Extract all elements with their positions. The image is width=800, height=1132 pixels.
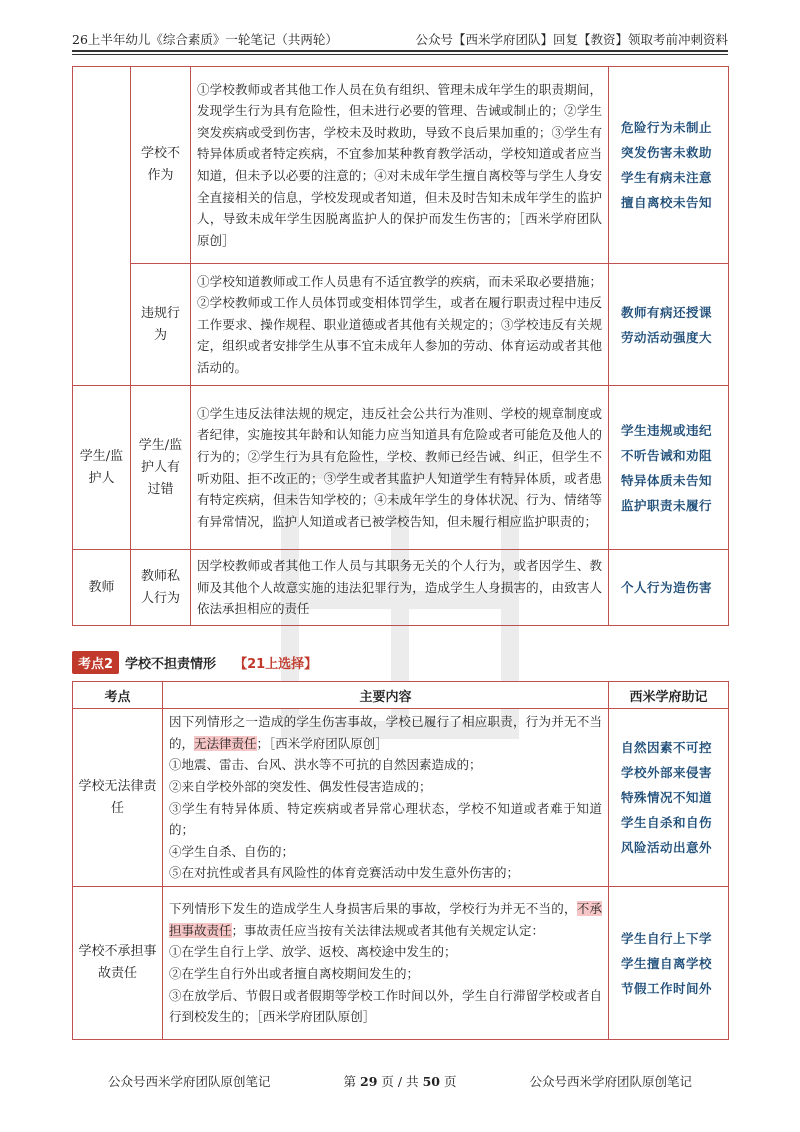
section-heading	[72, 651, 317, 673]
subcategory-cell: 违规行为	[131, 264, 191, 386]
point-cell: 学校无法律责任	[73, 709, 163, 887]
highlight-text: 无法律责任	[194, 735, 257, 751]
list-item: ③在放学后、节假日或者假期等学校工作时间以外，学生自行滞留学校或者自行到校发生的；［西米学府团队原创］	[169, 987, 602, 1025]
table-header-row	[73, 682, 729, 709]
subcategory-cell: 学生/监护人有过错	[131, 386, 191, 550]
intro-text: 因下列情形之一造成的学生伤害事故，学校已履行了相应职责，行为并无不当的，无法律责任；［西米学府团队原创］	[169, 714, 602, 751]
table-row	[73, 264, 729, 386]
memo-line: 教师有病还授课	[621, 304, 713, 320]
memo-line: 突发伤害未救助	[621, 145, 713, 160]
column-header: 西米学府助记	[609, 682, 729, 709]
section-badge: 考点2	[72, 651, 119, 674]
list-item: ②在学生自行外出或者擅自离校期间发生的；	[169, 966, 420, 981]
category-cell: 学生/监护人	[73, 386, 131, 550]
memo-line: 学生擅自离学校	[621, 955, 713, 971]
memo-line: 危险行为未制止	[621, 120, 713, 135]
responsibility-table-continued	[72, 66, 729, 626]
list-item: ①地震、雷击、台风、洪水等不可抗的自然因素造成的；	[169, 757, 482, 773]
memo-cell	[609, 550, 729, 626]
no-liability-table	[72, 681, 729, 1040]
table-row	[73, 887, 729, 1040]
list-item: ③学生有特异体质、特定疾病或者异常心理状态，学校不知道或者难于知道的；	[169, 800, 602, 838]
table-row	[73, 550, 729, 626]
memo-line: 学生自行上下学	[621, 930, 713, 946]
memo-line: 学校外部来侵害	[621, 765, 713, 780]
memo-line: 自然因素不可控	[621, 740, 713, 755]
memo-cell	[609, 264, 729, 386]
memo-line: 劳动活动强度大	[621, 329, 713, 345]
memo-cell	[609, 887, 729, 1040]
footer-left-text: 公众号西米学府团队原创笔记	[108, 1074, 271, 1089]
list-item: ④学生自杀、自伤的；	[169, 843, 295, 859]
memo-cell	[609, 67, 729, 264]
memo-line: 特殊情况不知道	[621, 790, 713, 805]
page-header	[72, 26, 728, 48]
memo-line: 不听告诫和劝阻	[621, 447, 713, 463]
column-header: 考点	[73, 682, 163, 709]
memo-cell	[609, 386, 729, 550]
list-item: ①在学生自行上学、放学、返校、离校途中发生的；	[169, 944, 457, 960]
column-header: 主要内容	[163, 682, 609, 709]
content-cell: 因学校教师或者其他工作人员与其职务无关的个人行为，或者因学生、教师及其他个人故意实施的违法犯罪行为，造成学生人身损害的，由致害人依法承担相应的责任	[191, 550, 609, 626]
content-cell: ①学校教师或者其他工作人员在负有组织、管理未成年学生的职责期间，发现学生行为具有危险性，但未进行必要的管理、告诫或制止的；②学生突发疾病或受到伤害，学校未及时救助，导致不良后果加重的；③学生有特异体质或者特定疾病，不宜参加某种教育教学活动，学校知道或者应当知道，但未予以必要的注意的；④对未成年学生擅自离校等与学生人身安全直接相关的信息，学校发现或者知道，但未及时告知未成年学生的监护人，导致未成年学生因脱离监护人的保护而发生伤害的；［西米学府团队原创］	[191, 67, 609, 264]
subcategory-cell: 学校不作为	[131, 67, 191, 264]
memo-line: 学生有病未注意	[621, 170, 713, 185]
highlight-text: 不承担事故责任	[169, 901, 602, 938]
memo-line: 特异体质未告知	[621, 472, 713, 488]
exam-tag: 【21上选择】	[234, 656, 318, 672]
header-rule	[72, 50, 728, 52]
memo-line: 监护职责未履行	[621, 497, 713, 513]
category-cell-blank	[73, 67, 131, 386]
memo-line: 节假工作时间外	[621, 980, 713, 996]
list-item: ②来自学校外部的突发性、偶发性侵害造成的；	[169, 778, 432, 794]
header-right-text: 公众号【西米学府团队】回复【教资】领取考前冲刺资料	[415, 32, 728, 47]
memo-line: 学生违规或违纪	[621, 422, 713, 438]
footer-right-text: 公众号西米学府团队原创笔记	[529, 1074, 692, 1089]
memo-line: 学生自杀和自伤	[621, 815, 713, 830]
section-title: 学校不担责情形	[125, 656, 217, 672]
content-cell	[163, 887, 609, 1040]
page-footer	[108, 1072, 692, 1090]
content-cell: ①学生违反法律法规的规定，违反社会公共行为准则、学校的规章制度或者纪律，实施按其年龄和认知能力应当知道具有危险或者可能危及他人的行为的；②学生行为具有危险性，学校、教师已经告诫、纠正，但学生不听劝阻、拒不改正的；③学生或者其监护人知道学生有特异体质，或者患有特定疾病，但未告知学校的；④未成年学生的身体状况、行为、情绪等有异常情况，监护人知道或者已被学校告知，但未履行相应监护职责的；	[191, 386, 609, 550]
point-cell: 学校不承担事故责任	[73, 887, 163, 1040]
table-row	[73, 709, 729, 887]
header-rule-thin	[72, 54, 728, 55]
table-row	[73, 67, 729, 264]
memo-cell	[609, 709, 729, 887]
list-item: ⑤在对抗性或者具有风险性的体育竞赛活动中发生意外伤害的；	[169, 865, 520, 881]
content-cell	[163, 709, 609, 887]
content-cell: ①学校知道教师或工作人员患有不适宜教学的疾病，而未采取必要措施；②学校教师或工作人员体罚或变相体罚学生，或者在履行职责过程中违反工作要求、操作规程、职业道德或者其他有关规定的；③学校违反有关规定，组织或者安排学生从事不宜未成年人参加的劳动、体育运动或者其他活动的。	[191, 264, 609, 386]
subcategory-cell: 教师私人行为	[131, 550, 191, 626]
memo-line: 擅自离校未告知	[621, 195, 713, 210]
page-number: 第 29 页 / 共 50 页	[343, 1074, 457, 1089]
memo-line: 风险活动出意外	[621, 840, 713, 855]
header-left-text: 26上半年幼儿《综合素质》一轮笔记（共两轮）	[72, 32, 338, 47]
category-cell: 教师	[73, 550, 131, 626]
table-row	[73, 386, 729, 550]
intro-text: 下列情形下发生的造成学生人身损害后果的事故，学校行为并无不当的，不承担事故责任；事故责任应当按有关法律法规或者其他有关规定认定：	[169, 901, 602, 938]
memo-line: 个人行为造伤害	[621, 580, 713, 595]
